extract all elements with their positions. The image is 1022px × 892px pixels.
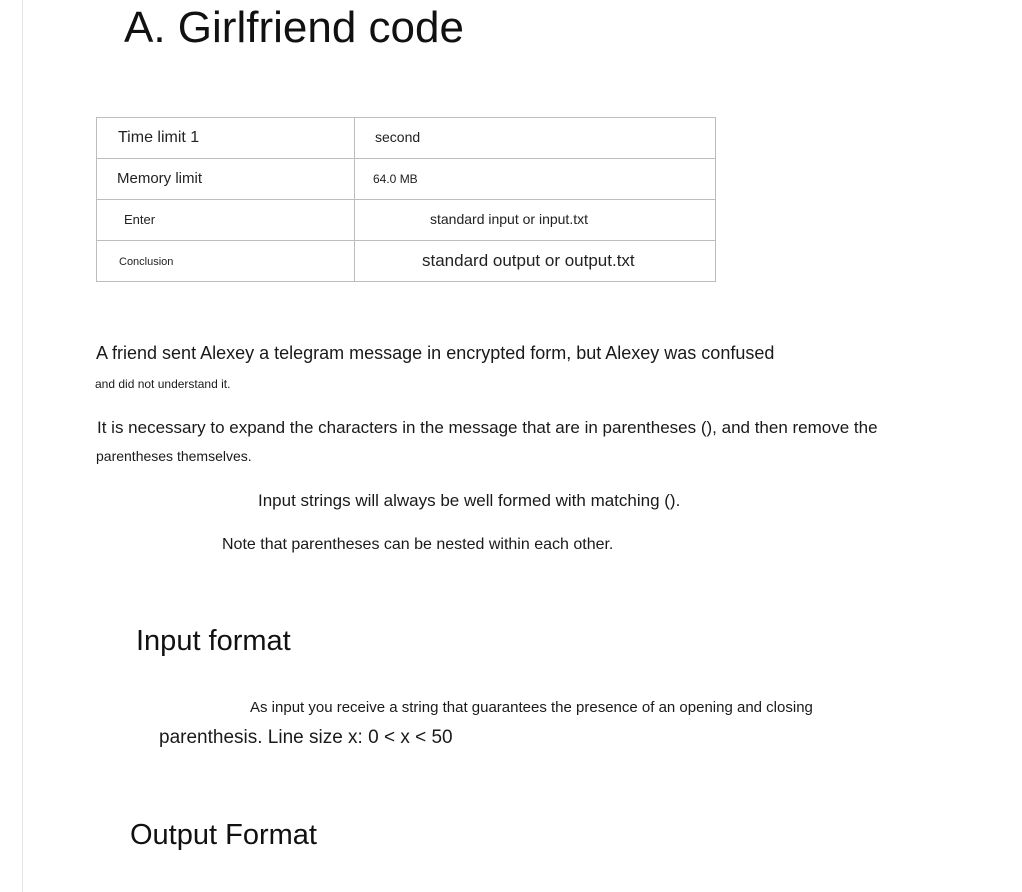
limits-value-cell bbox=[355, 241, 716, 282]
limits-value-cell bbox=[355, 118, 716, 159]
statement-line: parentheses themselves. bbox=[96, 448, 252, 464]
output-label: Conclusion bbox=[119, 256, 174, 268]
input-label: Enter bbox=[124, 212, 156, 227]
limits-table bbox=[96, 117, 716, 282]
statement-line: and did not understand it. bbox=[95, 377, 231, 391]
output-format-heading: Output Format bbox=[130, 819, 317, 851]
statement-line: Input strings will always be well formed with matching (). bbox=[258, 491, 681, 510]
memory-limit-label: Memory limit bbox=[117, 170, 202, 187]
statement-line: A friend sent Alexey a telegram message in encrypted form, but Alexey was confused bbox=[96, 343, 775, 363]
statement-line: It is necessary to expand the characters in the message that are in parentheses (), and then remove the bbox=[97, 418, 878, 437]
time-limit-value: second bbox=[375, 129, 421, 145]
input-format-line: parenthesis. Line size x: 0 < x < 50 bbox=[159, 727, 453, 748]
limits-key-cell bbox=[97, 118, 355, 159]
limits-key-cell bbox=[97, 200, 355, 241]
limits-key-cell bbox=[97, 159, 355, 200]
statement-line: Note that parentheses can be nested within each other. bbox=[222, 536, 614, 553]
input-value: standard input or input.txt bbox=[430, 211, 588, 227]
memory-limit-value: 64.0 MB bbox=[373, 172, 418, 186]
limits-row-input bbox=[97, 200, 716, 241]
input-format-heading: Input format bbox=[136, 625, 291, 657]
limits-row-memory bbox=[97, 159, 716, 200]
limits-row-time bbox=[97, 118, 716, 159]
limits-row-output bbox=[97, 241, 716, 282]
time-limit-label: Time limit 1 bbox=[118, 129, 200, 146]
limits-key-cell bbox=[97, 241, 355, 282]
page-left-border bbox=[22, 0, 23, 892]
limits-value-cell bbox=[355, 159, 716, 200]
input-format-line: As input you receive a string that guarantees the presence of an opening and closing bbox=[250, 699, 813, 716]
problem-title: A. Girlfriend code bbox=[124, 3, 464, 52]
output-value: standard output or output.txt bbox=[422, 251, 635, 270]
limits-value-cell bbox=[355, 200, 716, 241]
